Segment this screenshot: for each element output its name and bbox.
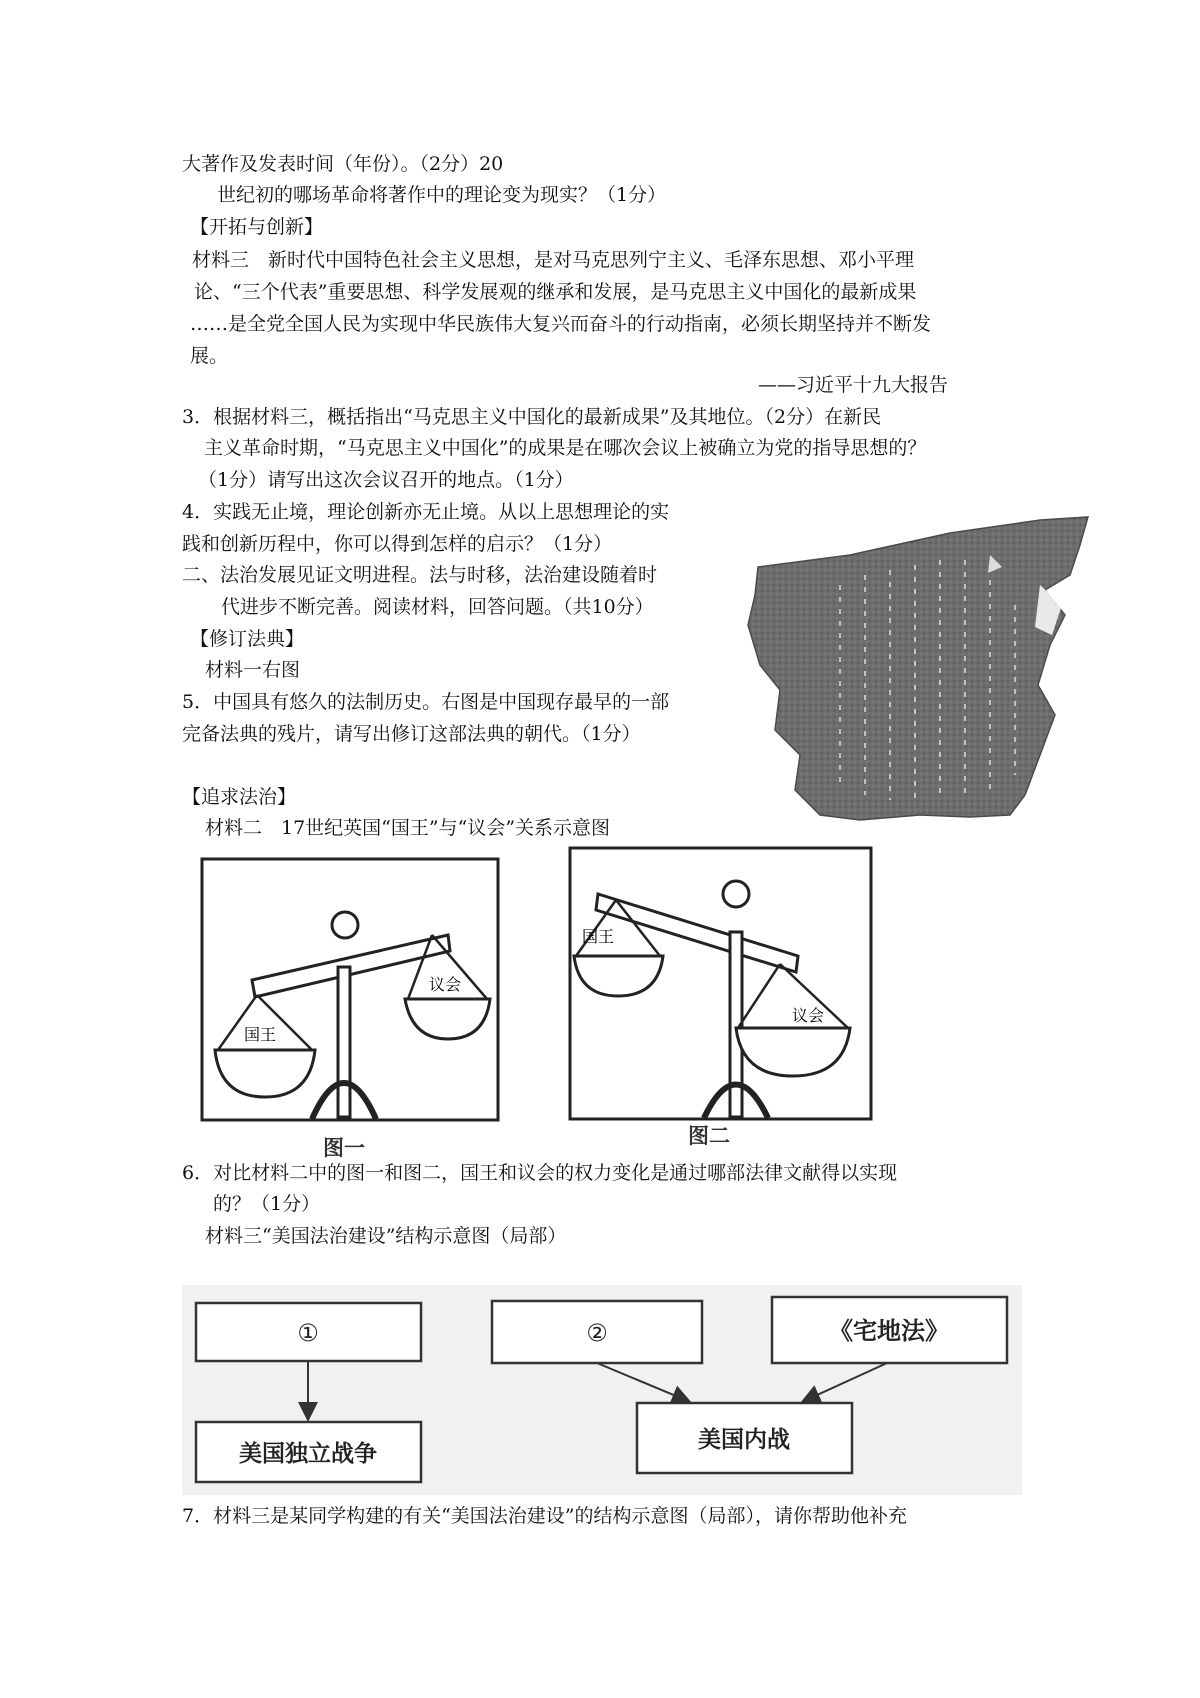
line-1: 大著作及发表时间（年份）。（2分）20	[182, 153, 504, 175]
scale2-right-pan-label: 议会	[791, 1006, 825, 1025]
scale2-left-pan-label: 国王	[581, 927, 615, 946]
flow-box-homestead-act: 《宅地法》	[829, 1317, 949, 1345]
scale-figure-1	[200, 857, 500, 1122]
scale1-right-pan-label: 议会	[428, 975, 462, 994]
material-three-line-4: 展。	[190, 345, 229, 367]
question-3-line-1: 3．根据材料三，概括指出“马克思主义中国化的最新成果”及其地位。（2分）在新民	[182, 406, 882, 428]
flow-box-1: ①	[297, 1319, 319, 1347]
section-heading-code: 【修订法典】	[190, 628, 305, 650]
figure-2-caption: 图二	[688, 1124, 730, 1148]
flow-box-independence-war: 美国独立战争	[239, 1441, 377, 1467]
scale1-left-pan-label: 国王	[243, 1025, 277, 1044]
flow-box-civil-war: 美国内战	[698, 1427, 790, 1453]
section-heading-innovation: 【开拓与创新】	[190, 216, 324, 238]
us-rule-of-law-diagram	[182, 1285, 1022, 1495]
flow-box-2: ②	[586, 1319, 608, 1347]
question-5-line-2: 完备法典的残片，请写出修订这部法典的朝代。（1分）	[182, 723, 641, 745]
material-two-label: 材料二 17世纪英国“国王”与“议会”关系示意图	[205, 817, 611, 839]
material-one-label: 材料一右图	[205, 659, 301, 681]
citation: ——习近平十九大报告	[758, 374, 949, 396]
scale-figure-2	[568, 846, 873, 1121]
part-two-line-2: 代进步不断完善。阅读材料，回答问题。（共10分）	[221, 596, 654, 618]
code-fragment-photo	[740, 515, 1090, 825]
question-3-line-3: （1分）请写出这次会议召开的地点。（1分）	[198, 469, 574, 491]
material-three-line-2: 论、“三个代表”重要思想、科学发展观的继承和发展，是马克思主义中国化的最新成果	[194, 281, 917, 303]
line-2: 世纪初的哪场革命将著作中的理论变为现实？（1分）	[217, 184, 667, 206]
question-6-line-2: 的？（1分）	[213, 1193, 321, 1215]
part-two-line-1: 二、法治发展见证文明进程。法与时移，法治建设随着时	[182, 564, 658, 586]
question-3-line-2: 主义革命时期，“马克思主义中国化”的成果是在哪次会议上被确立为党的指导思想的？	[204, 437, 927, 459]
material-three-line-3: ……是全党全国人民为实现中华民族伟大复兴而奋斗的行动指南，必须长期坚持并不断发	[190, 313, 932, 335]
question-5-line-1: 5．中国具有悠久的法制历史。右图是中国现存最早的一部	[182, 691, 670, 713]
question-4-line-1: 4．实践无止境，理论创新亦无止境。从以上思想理论的实	[182, 501, 670, 523]
question-6-line-1: 6．对比材料二中的图一和图二，国王和议会的权力变化是通过哪部法律文献得以实现	[182, 1162, 898, 1184]
question-4-line-2: 践和创新历程中，你可以得到怎样的启示？（1分）	[182, 533, 613, 555]
material-three-line-1: 材料三 新时代中国特色社会主义思想，是对马克思列宁主义、毛泽东思想、邓小平理	[192, 249, 915, 271]
material-three-us-label: 材料三“美国法治建设”结构示意图（局部）	[205, 1225, 567, 1247]
question-7-line-1: 7．材料三是某同学构建的有关“美国法治建设”的结构示意图（局部），请你帮助他补充	[182, 1505, 908, 1527]
figure-1-caption: 图一	[323, 1136, 365, 1160]
section-heading-rule-of-law: 【追求法治】	[182, 786, 297, 808]
